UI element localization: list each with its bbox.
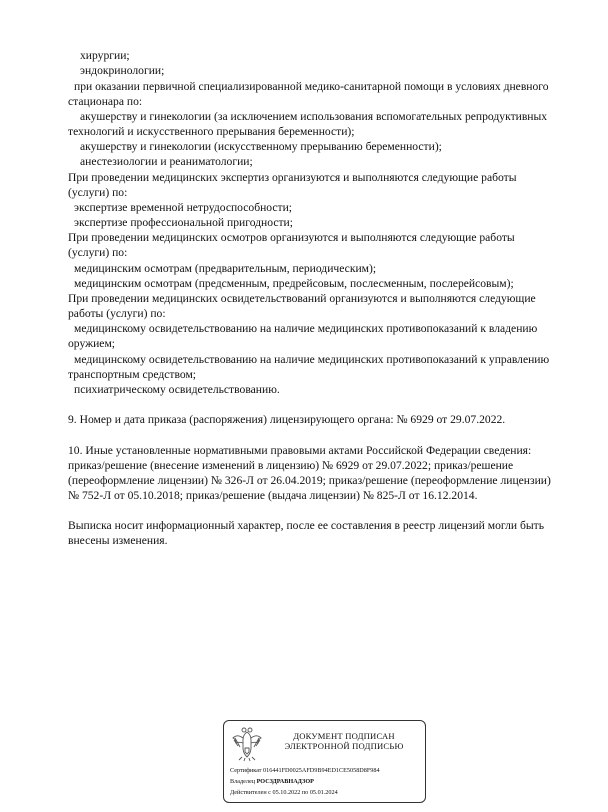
valid-to: 05.01.2024 [309,789,338,796]
text-line: работы (услуги) по: [68,307,166,320]
text-line: медицинскому освидетельствованию на наличие медицинских противопоказаний к управлению [74,353,550,366]
disclaimer-text: внесены изменения. [68,534,168,547]
text-line: психиатрическому освидетельствованию. [74,383,280,396]
text-line: (переоформление лицензии) № 326-Л от 26.04.2019; приказ/решение (переоформление лицензии) [68,474,551,487]
owner-label: Владелец [230,778,256,785]
license-order-number: 9. Номер и дата приказа (распоряжения) лицензирующего органа: № 6929 от 29.07.2022. [68,413,506,426]
owner-line [230,778,314,786]
valid-to-label: по [301,789,309,796]
certificate-label: Сертификат [230,767,262,774]
stamp-title: ДОКУМЕНТ ПОДПИСАН [293,731,395,741]
validity-line [230,789,338,797]
other-info-heading: 10. Иные установленные нормативными правовыми актами Российской Федерации сведения: [68,444,532,457]
text-line: При проведении медицинских освидетельствований организуются и выполняются следующие [68,292,536,305]
text-line: № 752-Л от 05.10.2018; приказ/решение (выдача лицензии) № 825-Л от 16.12.2014. [68,489,478,502]
text-line: медицинскому освидетельствованию на наличие медицинских противопоказаний к владению [74,322,538,335]
coat-of-arms-icon [231,726,263,762]
text-line: хирургии; [80,49,130,62]
text-line: стационара по: [68,95,143,108]
valid-label: Действителен с [230,789,271,796]
text-line: технологий и искусственного прерывания беременности); [68,125,355,138]
text-line: транспортным средством; [68,368,197,381]
text-line: приказ/решение (внесение изменений в лицензию) № 6929 от 29.07.2022; приказ/решение [68,459,514,472]
text-line: экспертизе временной нетрудоспособности; [74,201,293,214]
owner-value: РОСЗДРАВНАДЗОР [256,778,314,785]
text-line: оружием; [68,337,116,350]
text-line: экспертизе профессиональной пригодности; [74,216,293,229]
text-line: акушерству и гинекологии (за исключением использования вспомогательных репродуктивных [80,110,548,123]
text-line: при оказании первичной специализированной медико-санитарной помощи в условиях дневного [74,80,549,93]
disclaimer-text: Выписка носит информационный характер, после ее составления в реестр лицензий могли быть [68,519,544,532]
text-line: При проведении медицинских экспертиз организуются и выполняются следующие работы [68,171,517,184]
text-line: (услуги) по: [68,246,128,259]
certificate-line [230,767,380,775]
text-line: анестезиологии и реаниматологии; [80,155,253,168]
electronic-signature-stamp [223,720,426,803]
text-line: медицинским осмотрам (предсменным, предрейсовым, послесменным, послерейсовым); [74,277,514,290]
text-line: (услуги) по: [68,186,128,199]
text-line: медицинским осмотрам (предварительным, периодическим); [74,262,377,275]
text-line: При проведении медицинских осмотров организуются и выполняются следующие работы [68,231,515,244]
text-line: эндокринологии; [80,64,165,77]
text-line: акушерству и гинекологии (искусственному прерыванию беременности); [80,140,442,153]
certificate-value: 016441FD0025AFD9B94ED1CE5058D8F984 [263,767,380,774]
valid-from: 05.10.2022 [272,789,301,796]
stamp-subtitle: ЭЛЕКТРОННОЙ ПОДПИСЬЮ [284,741,404,751]
